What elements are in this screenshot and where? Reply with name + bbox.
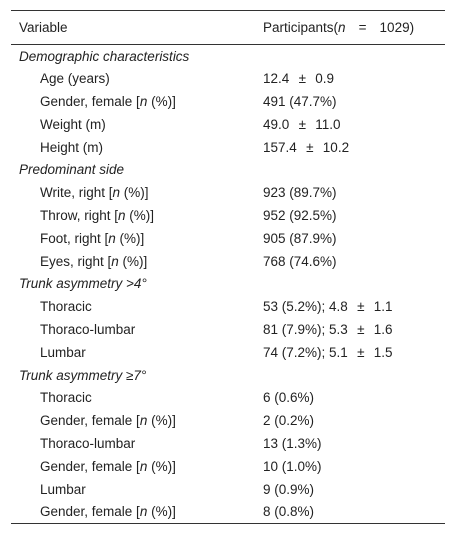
participants-table <box>11 10 445 524</box>
header-participants-n: n <box>338 20 346 35</box>
section-title: Predominant side <box>19 162 125 178</box>
row-value: 53 (5.2%); 4.8 ± 1.1 <box>263 299 393 315</box>
table-row <box>11 181 445 204</box>
row-label: Age (years) <box>40 71 110 87</box>
row-label: Thoracic <box>40 390 92 406</box>
row-value: 81 (7.9%); 5.3 ± 1.6 <box>263 321 393 337</box>
row-value: 12.4 ± 0.9 <box>263 71 335 87</box>
row-value: 10 (1.0%) <box>263 458 322 474</box>
table-row <box>11 409 445 432</box>
row-label: Gender, female [n (%)] <box>11 500 263 523</box>
table-row <box>11 204 445 227</box>
row-label: Gender, female [n (%)] <box>40 93 176 109</box>
header-participants <box>263 11 445 45</box>
table-row <box>11 113 445 136</box>
table-row <box>11 500 445 523</box>
row-label: Height (m) <box>40 139 104 155</box>
table-row <box>11 67 445 90</box>
row-value: 952 (92.5%) <box>263 207 337 223</box>
section-title: Trunk asymmetry >4° <box>19 276 147 292</box>
row-label: Thoraco-lumbar <box>40 435 136 451</box>
section-row <box>11 364 445 387</box>
table-row <box>11 455 445 478</box>
row-label: Write, right [n (%)] <box>40 185 149 201</box>
table-row <box>11 318 445 341</box>
section-title: Trunk asymmetry ≥7° <box>19 367 147 383</box>
row-value: 74 (7.2%); 5.1 ± 1.5 <box>263 344 393 360</box>
section-row <box>11 272 445 295</box>
table-body <box>11 45 445 524</box>
table-row <box>11 478 445 501</box>
table-row <box>11 250 445 273</box>
row-label: Thoracic <box>40 299 92 315</box>
row-value: 6 (0.6%) <box>263 390 315 406</box>
row-value: 2 (0.2%) <box>263 413 315 429</box>
table-row <box>11 341 445 364</box>
row-label: Weight (m) <box>40 116 106 132</box>
header-participants-eq: = <box>358 20 367 35</box>
row-value: 491 (47.7%) <box>263 93 337 109</box>
table-header-row <box>11 11 445 45</box>
row-value: 923 (89.7%) <box>263 185 337 201</box>
row-value: 157.4 ± 10.2 <box>263 139 350 155</box>
table-row <box>11 432 445 455</box>
row-label: Thoraco-lumbar <box>40 321 136 337</box>
table-row <box>11 295 445 318</box>
header-participants-prefix: Participants( <box>263 20 339 35</box>
section-row <box>11 45 445 68</box>
row-value: 768 (74.6%) <box>263 253 337 269</box>
section-title: Demographic characteristics <box>19 48 190 64</box>
row-label: Throw, right [n (%)] <box>40 207 155 223</box>
header-variable: Variable <box>11 11 263 45</box>
section-row <box>11 158 445 181</box>
table-row <box>11 90 445 113</box>
table-row <box>11 386 445 409</box>
row-label: Lumbar <box>40 481 86 497</box>
row-value: 9 (0.9%) <box>263 481 315 497</box>
row-label: Eyes, right [n (%)] <box>40 253 148 269</box>
row-value: 905 (87.9%) <box>263 230 337 246</box>
row-label: Gender, female [n (%)] <box>40 413 176 429</box>
row-value: 8 (0.8%) <box>263 500 445 523</box>
header-participants-value: 1029) <box>379 20 415 35</box>
row-label: Foot, right [n (%)] <box>40 230 145 246</box>
row-value: 49.0 ± 11.0 <box>263 116 341 132</box>
row-label: Gender, female [n (%)] <box>40 458 176 474</box>
table-row <box>11 227 445 250</box>
row-label: Lumbar <box>40 344 86 360</box>
table-row <box>11 136 445 159</box>
row-value: 13 (1.3%) <box>263 435 322 451</box>
